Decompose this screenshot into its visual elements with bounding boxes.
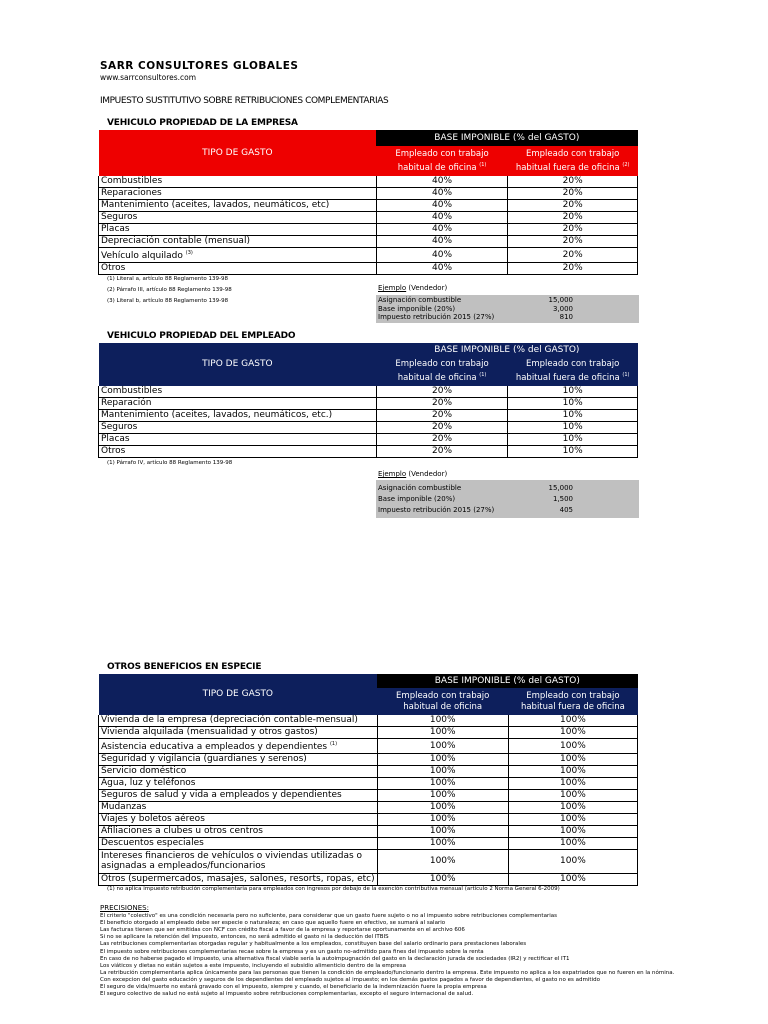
footnote: (2) Párrafo III, artículo 88 Reglamento 139-98 <box>107 287 232 293</box>
value-oficina: 100% <box>377 837 508 849</box>
value-fuera-oficina: 20% <box>508 224 638 236</box>
row-label: Seguridad y vigilancia (guardianes y serenos) <box>99 753 378 765</box>
footnote-ref-3: (3) <box>185 250 193 256</box>
example-label-suffix: (Vendedor) <box>406 470 448 478</box>
value-fuera-oficina: 20% <box>508 176 638 188</box>
value-fuera-oficina: 20% <box>508 200 638 212</box>
company-name: SARR CONSULTORES GLOBALES <box>100 60 299 72</box>
footnote-ref-1: (1) <box>622 372 630 379</box>
row-label: Viajes y boletos aéreos <box>99 813 378 825</box>
value-fuera-oficina: 100% <box>508 837 637 849</box>
table-row <box>99 434 638 446</box>
example-key: Impuesto retribución 2015 (27%) <box>378 506 495 514</box>
value-fuera-oficina: 100% <box>508 739 637 754</box>
example-key: Asignación combustible <box>378 296 462 304</box>
example-box <box>376 295 639 323</box>
col-header-fuera-oficina: Empleado con trabajo habitual fuera de oficina <box>508 688 637 715</box>
row-label: Placas <box>99 434 377 446</box>
example-value: 3,000 <box>552 304 573 313</box>
table-row <box>99 739 638 754</box>
col-header-oficina-label: Empleado con trabajo habitual de oficina <box>395 359 489 383</box>
example-value: 810 <box>559 313 573 321</box>
value-oficina: 20% <box>376 446 508 458</box>
value-fuera-oficina: 100% <box>508 873 637 885</box>
row-label: Otros <box>99 446 377 458</box>
footnote: (1) no aplica impuesto retribución complementaria para empleados con ingresos por debajo de la exención contributiva mensual (artículo 2 Norma General 6-2009) <box>107 886 560 892</box>
col-header-base-imponible: BASE IMPONIBLE (% del GASTO) <box>376 130 637 146</box>
table-row <box>99 176 638 188</box>
table-vehiculo-empresa <box>98 130 638 275</box>
row-label: Seguros <box>99 212 377 224</box>
document-title: IMPUESTO SUSTITUTIVO SOBRE RETRIBUCIONES COMPLEMENTARIAS <box>100 96 389 106</box>
row-label: Afiliaciones a clubes u otros centros <box>99 825 378 837</box>
table-row <box>99 715 638 727</box>
value-oficina: 100% <box>377 849 508 873</box>
value-fuera-oficina: 100% <box>508 715 637 727</box>
value-oficina: 100% <box>377 753 508 765</box>
table-row <box>99 813 638 825</box>
table-row <box>99 873 638 885</box>
value-fuera-oficina: 100% <box>508 825 637 837</box>
example-row <box>378 305 639 314</box>
row-label: Otros <box>99 262 377 274</box>
value-oficina: 20% <box>376 434 508 446</box>
table-vehiculo-empleado <box>98 343 638 458</box>
col-header-fuera-oficina <box>508 357 638 386</box>
col-header-tipo-gasto: TIPO DE GASTO <box>99 130 377 176</box>
table-row <box>99 727 638 739</box>
table-row <box>99 212 638 224</box>
row-label: Asistencia educativa a empleados y dependientes <box>101 742 328 752</box>
value-fuera-oficina: 10% <box>508 410 638 422</box>
footnote: (3) Literal b, artículo 88 Reglamento 139-98 <box>107 298 229 304</box>
row-label: Seguros de salud y vida a empleados y dependientes <box>99 789 378 801</box>
col-header-tipo-gasto: TIPO DE GASTO <box>99 674 378 715</box>
col-header-oficina: Empleado con trabajo habitual de oficina <box>377 688 508 715</box>
row-label: Mantenimiento (aceites, lavados, neumáticos, etc.) <box>99 410 377 422</box>
row-label: Intereses financieros de vehículos o viviendas utilizadas o asignadas a empleados/funcionarios <box>99 849 378 873</box>
value-fuera-oficina: 20% <box>508 188 638 200</box>
row-label: Mudanzas <box>99 801 378 813</box>
value-fuera-oficina: 20% <box>508 248 638 263</box>
col-header-oficina-label: Empleado con trabajo habitual de oficina <box>395 148 489 173</box>
example-label-suffix: (Vendedor) <box>406 284 448 292</box>
row-label: Descuentos especiales <box>99 837 378 849</box>
example-value: 15,000 <box>548 296 573 304</box>
value-oficina: 20% <box>376 398 508 410</box>
table-row <box>99 386 638 398</box>
value-fuera-oficina: 100% <box>508 765 637 777</box>
footnote: (1) Párrafo IV, artículo 88 Reglamento 139-98 <box>107 460 233 466</box>
example-key: Asignación combustible <box>378 484 462 492</box>
precision-line: La retribución complementaria aplica únicamente para las personas que tienen la condición de empleado/funcionario dentro la empresa. Este impuesto no aplica a los expatriados que no fueren en la nómina. <box>100 969 675 976</box>
value-fuera-oficina: 100% <box>508 813 637 825</box>
row-label: Mantenimiento (aceites, lavados, neumáticos, etc) <box>99 200 377 212</box>
footnote-ref-1: (1) <box>329 741 338 747</box>
precision-line: El impuesto sobre retribuciones complementarias recae sobre la empresa y es un gasto no-admitido para fines del impuesto sobre la renta <box>100 948 484 955</box>
row-label: Depreciación contable (mensual) <box>99 236 377 248</box>
table-row <box>99 410 638 422</box>
value-oficina: 40% <box>376 248 508 263</box>
precision-line: El seguro colectivo de salud no está sujeto al impuesto sobre retribuciones complementarias, excepto el seguro internacional de salud. <box>100 991 474 998</box>
value-oficina: 100% <box>377 715 508 727</box>
row-label: Combustibles <box>99 176 377 188</box>
value-oficina: 100% <box>377 739 508 754</box>
value-oficina: 100% <box>377 801 508 813</box>
value-fuera-oficina: 20% <box>508 236 638 248</box>
table-row <box>99 765 638 777</box>
company-website[interactable]: www.sarrconsultores.com <box>100 73 197 82</box>
col-header-base-imponible: BASE IMPONIBLE (% del GASTO) <box>376 343 637 357</box>
table-row <box>99 200 638 212</box>
value-fuera-oficina: 100% <box>508 777 637 789</box>
row-label: Vivienda de la empresa (depreciación contable-mensual) <box>99 715 378 727</box>
example-label-underlined: Ejemplo <box>378 284 407 292</box>
value-oficina: 100% <box>377 765 508 777</box>
value-oficina: 40% <box>376 200 508 212</box>
col-header-base-imponible: BASE IMPONIBLE (% del GASTO) <box>377 674 637 688</box>
row-label: Otros (supermercados, masajes, salones, resorts, ropas, etc) <box>99 873 378 885</box>
precision-line: El beneficio otorgado al empleado debe ser especie o naturaleza; en caso que aquello fuere en efectivo, se sumará al salario <box>100 920 446 927</box>
section-title-vehiculo-empresa: VEHICULO PROPIEDAD DE LA EMPRESA <box>107 118 298 128</box>
precision-line: En caso de no haberse pagado el impuesto, una alternativa fiscal viable sería la autoimpugnación del gasto en la declaración jurada de sociedades (IR2) y rectificar el IT1 <box>100 955 570 962</box>
table-row <box>99 236 638 248</box>
value-oficina: 100% <box>377 813 508 825</box>
table-row <box>99 801 638 813</box>
value-fuera-oficina: 10% <box>508 386 638 398</box>
value-oficina: 20% <box>376 410 508 422</box>
value-oficina: 40% <box>376 224 508 236</box>
table-row <box>99 248 638 263</box>
table-row <box>99 422 638 434</box>
col-header-oficina <box>376 357 508 386</box>
table-row <box>99 837 638 849</box>
precision-line: Las retribuciones complementarias otorgadas regular y habitualmente a los empleados, constituyen base del salario ordinario para prestaciones laborales <box>100 941 527 948</box>
row-label: Reparaciones <box>99 188 377 200</box>
example-label <box>378 470 447 478</box>
table-row <box>99 262 638 274</box>
precision-line: Con excepcion del gasto educación y seguros de los dependientes del empleado sujetos al impuesto; en los demás gastos pagados a favor de dependientes, el gasto no es admitido <box>100 976 600 983</box>
precision-line: Los viáticos y dietas no están sujetos a este impuesto, incluyendo el subsidio alimenticio dentro de la empresa <box>100 962 406 969</box>
table-row <box>99 849 638 873</box>
footnote: (1) Literal a, artículo 88 Reglamento 139-98 <box>107 276 228 282</box>
value-oficina: 100% <box>377 873 508 885</box>
value-fuera-oficina: 10% <box>508 422 638 434</box>
row-label-asistencia <box>99 739 378 754</box>
example-key: Base imponible (20%) <box>378 304 456 313</box>
table-row <box>99 446 638 458</box>
row-label: Reparación <box>99 398 377 410</box>
section-title-vehiculo-empleado: VEHICULO PROPIEDAD DEL EMPLEADO <box>107 331 296 341</box>
footnote-ref-1: (1) <box>479 161 487 168</box>
value-fuera-oficina: 20% <box>508 212 638 224</box>
value-fuera-oficina: 100% <box>508 849 637 873</box>
example-label <box>378 284 447 292</box>
value-fuera-oficina: 100% <box>508 789 637 801</box>
col-header-fuera-oficina-label: Empleado con trabajo habitual fuera de oficina <box>515 148 620 173</box>
value-oficina: 40% <box>376 176 508 188</box>
col-header-fuera-oficina <box>508 146 638 176</box>
example-key: Base imponible (20%) <box>378 495 456 503</box>
example-row <box>378 494 639 505</box>
table-row <box>99 753 638 765</box>
row-label: Servicio doméstico <box>99 765 378 777</box>
table-row <box>99 789 638 801</box>
example-label-underlined: Ejemplo <box>378 470 407 478</box>
value-fuera-oficina: 100% <box>508 801 637 813</box>
table-row <box>99 825 638 837</box>
value-oficina: 40% <box>376 188 508 200</box>
col-header-oficina <box>376 146 508 176</box>
row-label: Seguros <box>99 422 377 434</box>
precisiones-title: PRECISIONES: <box>100 904 149 912</box>
example-row <box>378 296 639 305</box>
row-label: Agua, luz y teléfonos <box>99 777 378 789</box>
precision-line: El criterio "colectivo" es una condición necesaria pero no suficiente, para considerar que un gasto fuere sujeto o no al impuesto sobre retribuciones complementarias <box>100 913 557 920</box>
value-oficina: 40% <box>376 262 508 274</box>
value-fuera-oficina: 100% <box>508 727 637 739</box>
value-oficina: 100% <box>377 777 508 789</box>
table-otros-beneficios <box>98 674 638 886</box>
col-header-fuera-oficina-label: Empleado con trabajo habitual fuera de oficina <box>515 359 620 383</box>
row-label-vehiculo <box>99 248 377 263</box>
table-row <box>99 224 638 236</box>
precision-line: Las facturas tienen que ser emitidas con NCF con crédito fiscal a favor de la empresa y reportarse oportunamente en el archivo 606 <box>100 927 465 934</box>
value-oficina: 20% <box>376 422 508 434</box>
table-row <box>99 777 638 789</box>
example-box <box>376 480 639 518</box>
footnote-ref-1: (1) <box>479 372 487 379</box>
value-oficina: 100% <box>377 825 508 837</box>
precision-line: Si no se aplicare la retención del impuesto, entonces, no será admitido el gasto ni la deducción del ITBIS <box>100 934 389 941</box>
value-fuera-oficina: 10% <box>508 398 638 410</box>
value-oficina: 100% <box>377 727 508 739</box>
row-label: Combustibles <box>99 386 377 398</box>
table-row <box>99 398 638 410</box>
value-oficina: 40% <box>376 212 508 224</box>
value-oficina: 40% <box>376 236 508 248</box>
table-row <box>99 188 638 200</box>
row-label: Vivienda alquilada (mensualidad y otros gastos) <box>99 727 378 739</box>
section-title-otros-beneficios: OTROS BENEFICIOS EN ESPECIE <box>107 662 262 672</box>
example-value: 15,000 <box>548 484 573 492</box>
value-oficina: 20% <box>376 386 508 398</box>
row-label: Placas <box>99 224 377 236</box>
example-value: 1,500 <box>552 495 573 503</box>
row-label: Vehículo alquilado <box>101 251 183 261</box>
value-fuera-oficina: 10% <box>508 434 638 446</box>
footnote-ref-2: (2) <box>622 161 630 168</box>
col-header-tipo-gasto: TIPO DE GASTO <box>99 343 377 386</box>
example-row <box>378 483 639 494</box>
precisiones-section <box>100 905 710 998</box>
example-row <box>378 313 639 322</box>
precision-line: El seguro de vida/muerte no estará gravado con el impuesto, siempre y cuando, el beneficiario de la indemnización fuere la propia empresa <box>100 984 487 991</box>
example-key: Impuesto retribución 2015 (27%) <box>378 313 495 321</box>
value-fuera-oficina: 20% <box>508 262 638 274</box>
value-fuera-oficina: 100% <box>508 753 637 765</box>
value-oficina: 100% <box>377 789 508 801</box>
value-fuera-oficina: 10% <box>508 446 638 458</box>
example-row <box>378 505 639 516</box>
example-value: 405 <box>559 506 573 514</box>
